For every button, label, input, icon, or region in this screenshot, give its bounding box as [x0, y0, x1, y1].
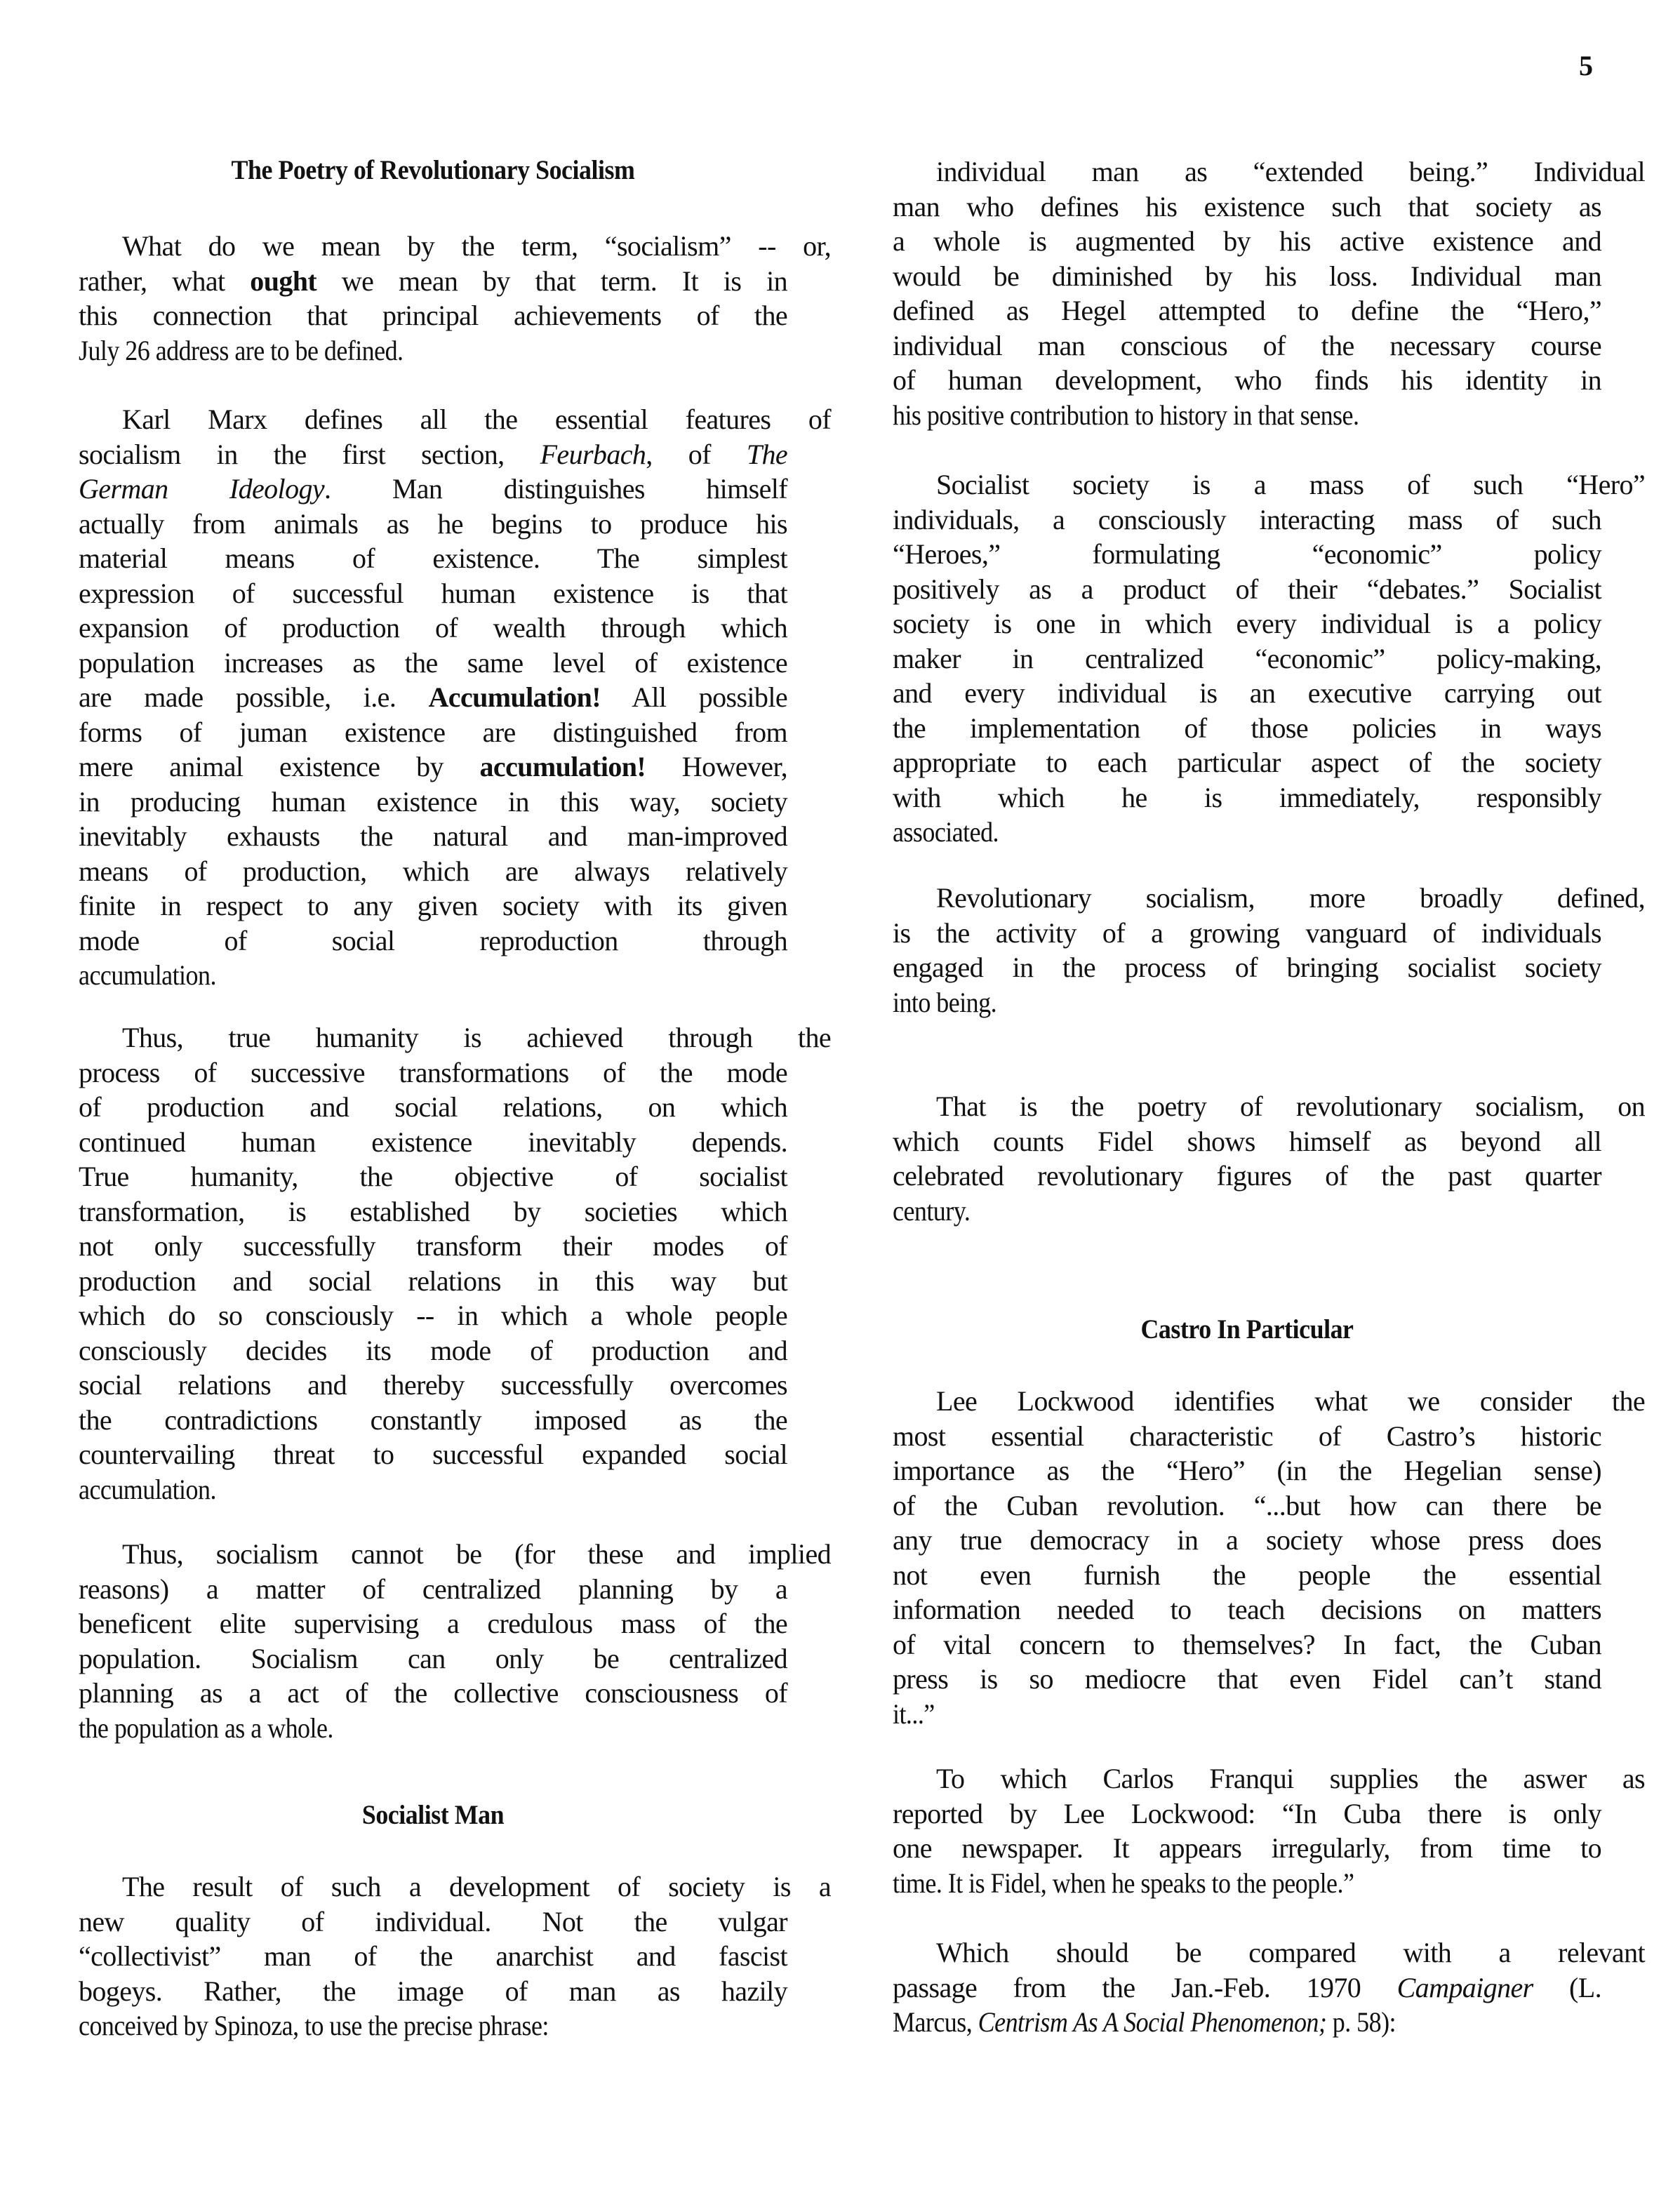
- text-line: of production and social relations, on which: [79, 1091, 787, 1123]
- text-line: the population as a whole.: [79, 1711, 333, 1744]
- section-heading-socialist-man: Socialist Man: [361, 1800, 505, 1830]
- text-line: Which should be compared with a relevant: [936, 1937, 1645, 1968]
- text-line: Thus, true humanity is achieved through the: [122, 1022, 831, 1053]
- text-line: positively as a product of their “debates.” Socialist: [893, 573, 1601, 605]
- text-line: finite in respect to any given society with its given: [79, 890, 787, 921]
- text-line: most essential characteristic of Castro’s historic: [893, 1420, 1601, 1452]
- text-line: Lee Lockwood identifies what we consider the: [936, 1385, 1645, 1417]
- italic-title: The: [746, 438, 788, 470]
- text-line: countervailing threat to successful expanded social: [79, 1439, 787, 1470]
- text-line: July 26 address are to be defined.: [79, 334, 404, 366]
- paragraph: [893, 1089, 1645, 1228]
- text-line: is the activity of a growing vanguard of individuals: [893, 916, 1601, 949]
- page-number: 5: [1579, 50, 1593, 81]
- paragraph: [79, 1869, 831, 2043]
- text-line: with which he is immediately, responsibly: [893, 781, 1601, 813]
- text-line: “Heroes,” formulating “economic” policy: [893, 538, 1601, 570]
- bold-emphasis: accumulation!: [479, 751, 646, 782]
- text-line: man who defines his existence such that society as: [893, 190, 1601, 222]
- paragraph: [893, 881, 1645, 1020]
- text-line: conceived by Spinoza, to use the precise phrase:: [79, 2010, 549, 2041]
- text-line: population increases as the same level of existence: [79, 646, 787, 679]
- bold-emphasis: Accumulation!: [428, 681, 601, 713]
- text-line: defined as Hegel attempted to define the “Hero,”: [893, 295, 1601, 326]
- text-line: Karl Marx defines all the essential features of: [122, 403, 831, 435]
- paragraph: [893, 1935, 1645, 2040]
- text-line: the implementation of those policies in ways: [893, 712, 1601, 744]
- text-line: of the Cuban revolution. “...but how can there be: [893, 1489, 1601, 1521]
- text-line: into being.: [893, 986, 997, 1018]
- text-line: are made possible, i.e. Accumulation! All possible: [79, 681, 787, 713]
- text-line: social relations and thereby successfully overcomes: [79, 1369, 787, 1401]
- text-line: not only successfully transform their modes of: [79, 1230, 787, 1262]
- text-line: Revolutionary socialism, more broadly defined,: [936, 882, 1645, 914]
- text-line: the contradictions constantly imposed as the: [79, 1403, 787, 1436]
- text-line: planning as a act of the collective consciousness of: [79, 1677, 787, 1709]
- text-line: individuals, a consciously interacting mass of such: [893, 503, 1601, 535]
- text-line: new quality of individual. Not the vulgar: [79, 1905, 787, 1937]
- text-line: any true democracy in a society whose press does: [893, 1524, 1601, 1556]
- text-line: What do we mean by the term, “socialism” -- or,: [122, 230, 831, 262]
- section-heading-castro: Castro In Particular: [1140, 1314, 1354, 1344]
- paragraph: [79, 1020, 831, 1507]
- text-line: his positive contribution to history in that sense.: [893, 399, 1359, 431]
- text-line: information needed to teach decisions on matters: [893, 1594, 1601, 1625]
- text-line: expansion of production of wealth through which: [79, 612, 787, 643]
- text-line: forms of juman existence are distinguished from: [79, 716, 787, 748]
- text-line: not even furnish the people the essential: [893, 1559, 1601, 1591]
- paragraph: [893, 467, 1645, 850]
- text-line: mode of social reproduction through: [79, 924, 787, 956]
- text-line: of vital concern to themselves? In fact, the Cuban: [893, 1628, 1601, 1660]
- text-line: The result of such a development of society is a: [122, 1871, 831, 1902]
- text-line: production and social relations in this way but: [79, 1265, 787, 1297]
- text-line: rather, what ought we mean by that term. It is in: [79, 265, 787, 297]
- text-line: beneficent elite supervising a credulous mass of the: [79, 1608, 787, 1639]
- text-line: Thus, socialism cannot be (for these and implied: [122, 1538, 831, 1570]
- text-line: That is the poetry of revolutionary socialism, on: [936, 1090, 1645, 1122]
- text-line: inevitably exhausts the natural and man-improved: [79, 820, 787, 852]
- text-line: mere animal existence by accumulation! However,: [79, 751, 787, 782]
- bold-emphasis: ought: [250, 265, 317, 297]
- italic-title: German Ideology: [79, 473, 325, 505]
- text-line: time. It is Fidel, when he speaks to the people.”: [893, 1867, 1354, 1899]
- text-line: means of production, which are always relatively: [79, 855, 787, 887]
- text-line: would be diminished by his loss. Individual man: [893, 260, 1601, 292]
- text-line: To which Carlos Franqui supplies the aswer as: [936, 1763, 1645, 1794]
- text-line: celebrated revolutionary figures of the past quarter: [893, 1160, 1601, 1192]
- italic-title: Feurbach: [540, 438, 646, 470]
- text-line: a whole is augmented by his active existence and: [893, 225, 1601, 257]
- italic-title: Centrism As A Social Phenomenon;: [978, 2006, 1327, 2038]
- text-line: process of successive transformations of the mode: [79, 1056, 787, 1088]
- text-line: population. Socialism can only be centralized: [79, 1642, 787, 1674]
- text-line: associated.: [893, 816, 999, 848]
- text-line: accumulation.: [79, 1473, 216, 1505]
- text-line: expression of successful human existence is that: [79, 577, 787, 609]
- text-line: bogeys. Rather, the image of man as hazily: [79, 1975, 787, 2007]
- text-line: actually from animals as he begins to produce his: [79, 507, 787, 540]
- text-line: this connection that principal achievements of the: [79, 300, 787, 331]
- text-line: German Ideology. Man distinguishes himself: [79, 473, 787, 505]
- text-line: of human development, who finds his identity in: [893, 364, 1601, 396]
- text-line: society is one in which every individual is a policy: [893, 608, 1601, 639]
- text-line: it...”: [893, 1697, 935, 1730]
- italic-title: Campaigner: [1396, 1971, 1533, 2003]
- text-line: consciously decides its mode of production and: [79, 1334, 787, 1366]
- text-line: century.: [893, 1194, 971, 1227]
- text-line: individual man as “extended being.” Individual: [936, 156, 1645, 187]
- text-line: maker in centralized “economic” policy-making,: [893, 642, 1601, 674]
- text-line: material means of existence. The simplest: [79, 542, 787, 574]
- text-line: press is so mediocre that even Fidel can’t stand: [893, 1663, 1601, 1695]
- text-line: True humanity, the objective of socialist: [79, 1161, 787, 1192]
- text-line: socialism in the first section, Feurbach, of The: [79, 438, 788, 470]
- text-line: in producing human existence in this way, society: [79, 785, 787, 818]
- paragraph: [79, 1537, 831, 1745]
- section-heading-poetry: The Poetry of Revolutionary Socialism: [231, 155, 635, 185]
- text-line: engaged in the process of bringing socialist society: [893, 952, 1601, 983]
- text-line: which do so consciously -- in which a whole people: [79, 1300, 787, 1331]
- text-line: continued human existence inevitably depends.: [79, 1126, 787, 1158]
- text-line: importance as the “Hero” (in the Hegelian sense): [893, 1455, 1601, 1486]
- text-line: Marcus, Centrism As A Social Phenomenon; p. 58):: [893, 2006, 1396, 2038]
- text-line: appropriate to each particular aspect of the society: [893, 747, 1601, 778]
- paragraph: [893, 1384, 1645, 1731]
- text-line: which counts Fidel shows himself as beyond all: [893, 1125, 1601, 1157]
- text-line: reported by Lee Lockwood: “In Cuba there is only: [893, 1797, 1601, 1829]
- paragraph: [893, 1761, 1645, 1900]
- text-line: transformation, is established by societies which: [79, 1195, 787, 1227]
- text-line: one newspaper. It appears irregularly, from time to: [893, 1832, 1601, 1864]
- paragraph: [79, 229, 831, 368]
- text-line: accumulation.: [79, 959, 216, 991]
- text-line: Socialist society is a mass of such “Hero”: [936, 469, 1645, 500]
- paragraph: [79, 402, 831, 993]
- text-line: “collectivist” man of the anarchist and fascist: [79, 1940, 787, 1972]
- text-line: passage from the Jan.-Feb. 1970 Campaigner (L.: [893, 1971, 1601, 2003]
- text-line: reasons) a matter of centralized planning by a: [79, 1573, 787, 1605]
- text-line: and every individual is an executive carrying out: [893, 677, 1601, 709]
- text-line: individual man conscious of the necessary course: [893, 329, 1601, 361]
- paragraph: [893, 154, 1645, 432]
